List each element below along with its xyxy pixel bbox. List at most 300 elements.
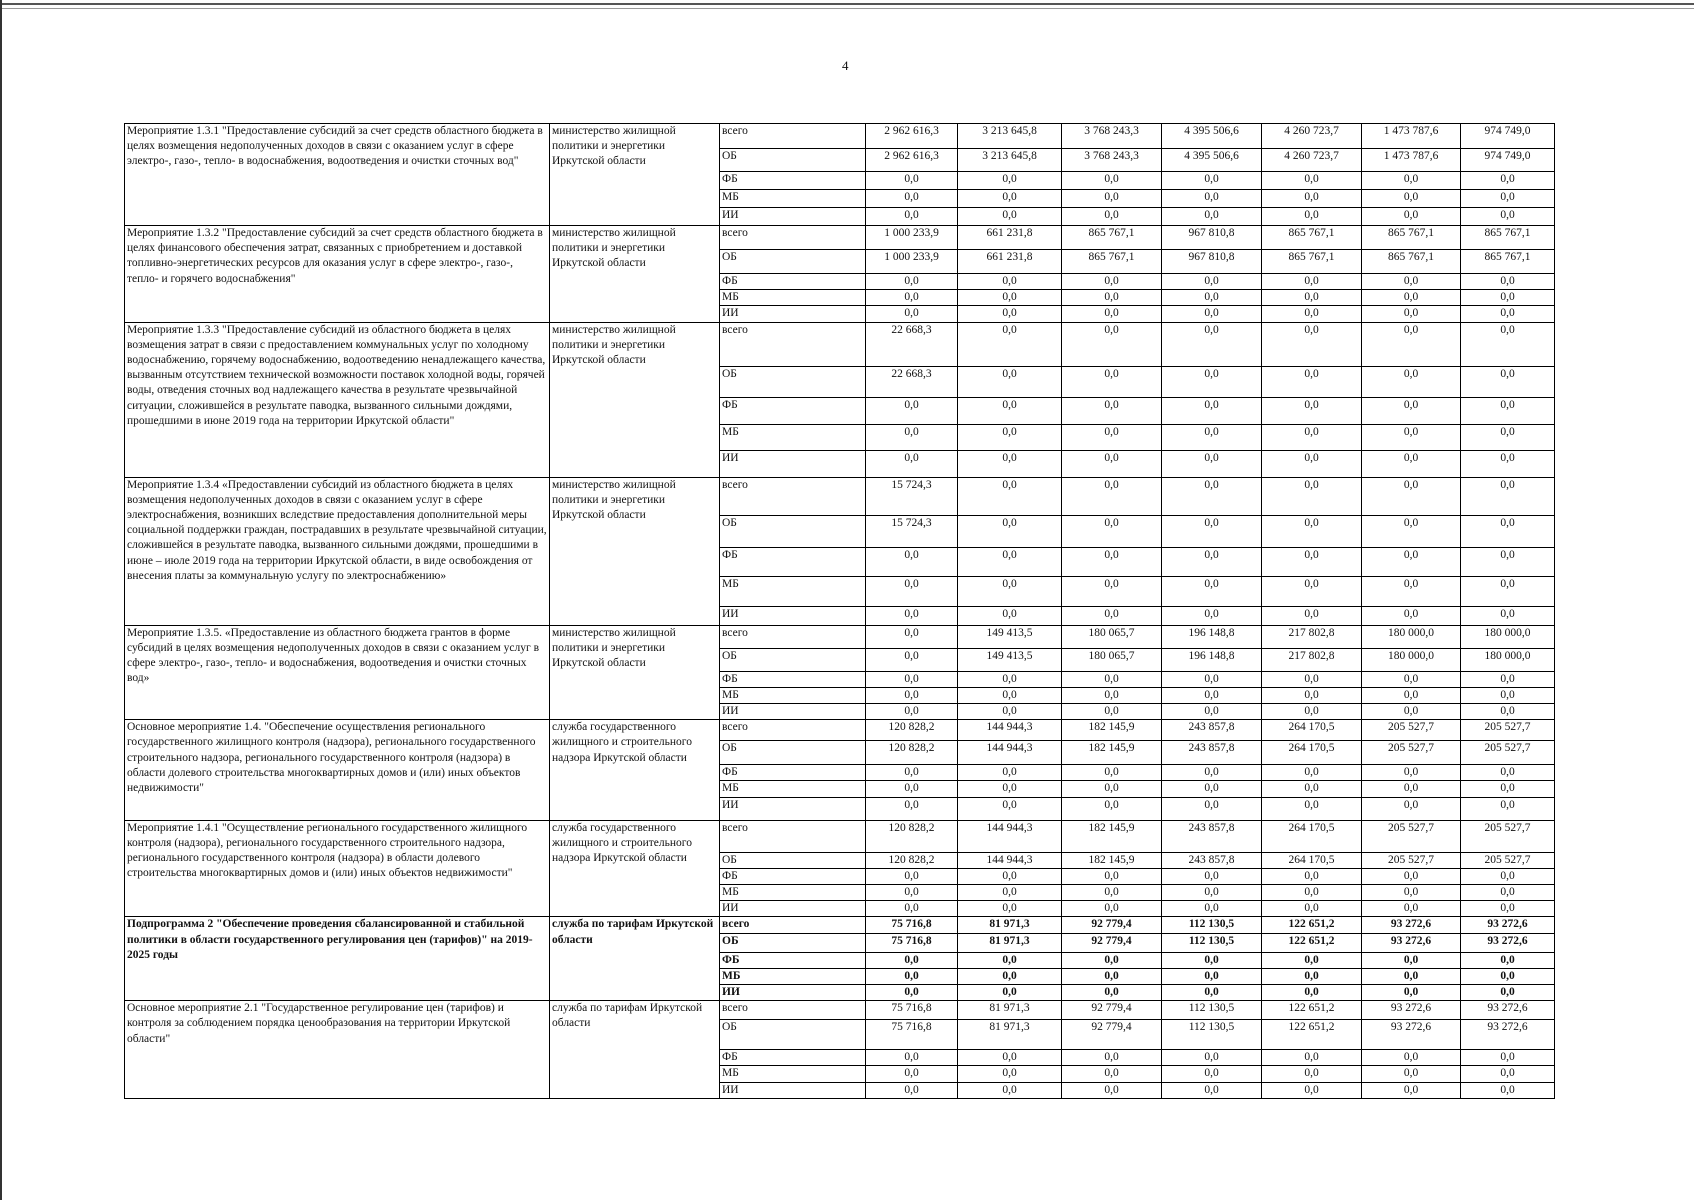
- amount-cell: 243 857,8: [1162, 741, 1262, 765]
- amount-cell: 22 668,3: [866, 366, 958, 397]
- amount-cell: 0,0: [958, 901, 1062, 917]
- amount-cell: 0,0: [1362, 190, 1461, 208]
- amount-cell: 0,0: [1162, 290, 1262, 306]
- funding-source: ИИ: [720, 901, 866, 917]
- amount-cell: 75 716,8: [866, 1020, 958, 1050]
- amount-cell: 0,0: [958, 290, 1062, 306]
- measure-description: Мероприятие 1.3.5. «Предоставление из областного бюджета грантов в форме субсидий в целях возмещения недополученных доходов в связи с оказанием услуг в сфере электро-, газо-, тепло- и водоснабжения, водоотведения и очистки сточных вод»: [125, 625, 550, 720]
- amount-cell: 2 962 616,3: [866, 149, 958, 172]
- amount-cell: 0,0: [958, 968, 1062, 984]
- amount-cell: 0,0: [866, 648, 958, 671]
- amount-cell: 0,0: [1162, 901, 1262, 917]
- amount-cell: 81 971,3: [958, 1001, 1062, 1020]
- funding-source: ФБ: [720, 952, 866, 968]
- amount-cell: 0,0: [1262, 968, 1362, 984]
- amount-cell: 0,0: [866, 1082, 958, 1098]
- amount-cell: 0,0: [1062, 781, 1162, 797]
- amount-cell: 0,0: [1162, 306, 1262, 322]
- amount-cell: 93 272,6: [1461, 1001, 1555, 1020]
- amount-cell: 0,0: [1362, 687, 1461, 703]
- amount-cell: 0,0: [1262, 952, 1362, 968]
- amount-cell: 0,0: [1162, 208, 1262, 226]
- amount-cell: 865 767,1: [1262, 226, 1362, 250]
- amount-cell: 0,0: [1461, 477, 1555, 515]
- amount-cell: 0,0: [1162, 1066, 1262, 1082]
- amount-cell: 81 971,3: [958, 1020, 1062, 1050]
- amount-cell: 4 395 506,6: [1162, 124, 1262, 149]
- amount-cell: 0,0: [1461, 274, 1555, 290]
- amount-cell: 180 065,7: [1062, 625, 1162, 648]
- amount-cell: 196 148,8: [1162, 648, 1262, 671]
- funding-source: ФБ: [720, 397, 866, 424]
- amount-cell: 0,0: [1262, 172, 1362, 190]
- amount-cell: 75 716,8: [866, 917, 958, 933]
- amount-cell: 0,0: [1062, 868, 1162, 884]
- amount-cell: 0,0: [1162, 765, 1262, 781]
- amount-cell: 0,0: [958, 424, 1062, 450]
- amount-cell: 0,0: [1262, 797, 1362, 820]
- amount-cell: 0,0: [1162, 424, 1262, 450]
- amount-cell: 120 828,2: [866, 820, 958, 852]
- amount-cell: 0,0: [1362, 208, 1461, 226]
- amount-cell: 0,0: [1461, 704, 1555, 720]
- amount-cell: 1 000 233,9: [866, 250, 958, 274]
- amount-cell: 0,0: [866, 172, 958, 190]
- amount-cell: 0,0: [1062, 687, 1162, 703]
- amount-cell: 0,0: [1162, 1050, 1262, 1066]
- amount-cell: 0,0: [866, 868, 958, 884]
- amount-cell: 182 145,9: [1062, 852, 1162, 868]
- amount-cell: 81 971,3: [958, 917, 1062, 933]
- amount-cell: 0,0: [1362, 765, 1461, 781]
- amount-cell: 0,0: [1362, 274, 1461, 290]
- amount-cell: 0,0: [1262, 606, 1362, 625]
- amount-cell: 0,0: [1262, 985, 1362, 1001]
- amount-cell: 1 000 233,9: [866, 226, 958, 250]
- table-body: [125, 124, 1555, 1099]
- amount-cell: 182 145,9: [1062, 820, 1162, 852]
- amount-cell: 0,0: [1262, 687, 1362, 703]
- amount-cell: 243 857,8: [1162, 820, 1262, 852]
- amount-cell: 0,0: [1162, 704, 1262, 720]
- amount-cell: 0,0: [1461, 968, 1555, 984]
- measure-description: Основное мероприятие 1.4. "Обеспечение осуществления регионального государственного жилищного контроля (надзора), регионального государственного строительного надзора, регионального государственного контроля (надзора) в области долевого строительства многоквартирных домов и (или) иных объектов недвижимости": [125, 720, 550, 820]
- amount-cell: 1 473 787,6: [1362, 124, 1461, 149]
- amount-cell: 0,0: [1362, 290, 1461, 306]
- amount-cell: 0,0: [1461, 450, 1555, 477]
- amount-cell: 0,0: [1162, 671, 1262, 687]
- amount-cell: 0,0: [1262, 450, 1362, 477]
- amount-cell: 0,0: [1461, 515, 1555, 547]
- amount-cell: 205 527,7: [1362, 741, 1461, 765]
- amount-cell: 0,0: [958, 576, 1062, 606]
- amount-cell: 243 857,8: [1162, 720, 1262, 741]
- amount-cell: 3 768 243,3: [1062, 149, 1162, 172]
- funding-source: всего: [720, 917, 866, 933]
- amount-cell: 0,0: [866, 704, 958, 720]
- amount-cell: 180 065,7: [1062, 648, 1162, 671]
- amount-cell: 0,0: [1262, 901, 1362, 917]
- amount-cell: 0,0: [958, 172, 1062, 190]
- amount-cell: 0,0: [958, 985, 1062, 1001]
- amount-cell: 0,0: [866, 765, 958, 781]
- amount-cell: 0,0: [1062, 901, 1162, 917]
- amount-cell: 112 130,5: [1162, 933, 1262, 952]
- amount-cell: 0,0: [866, 952, 958, 968]
- amount-cell: 0,0: [1262, 322, 1362, 366]
- page-number: 4: [842, 58, 849, 73]
- amount-cell: 264 170,5: [1262, 820, 1362, 852]
- amount-cell: 0,0: [1262, 671, 1362, 687]
- amount-cell: 0,0: [958, 868, 1062, 884]
- measure-description: Основное мероприятие 2.1 "Государственное регулирование цен (тарифов) и контроля за соблюдением порядка ценообразования на территории Иркутской области": [125, 1001, 550, 1099]
- amount-cell: 0,0: [1062, 671, 1162, 687]
- amount-cell: 0,0: [1461, 797, 1555, 820]
- amount-cell: 0,0: [866, 306, 958, 322]
- amount-cell: 0,0: [1362, 306, 1461, 322]
- funding-source: всего: [720, 625, 866, 648]
- amount-cell: 0,0: [1362, 606, 1461, 625]
- responsible-executor: служба по тарифам Иркутской области: [550, 1001, 720, 1099]
- funding-source: всего: [720, 322, 866, 366]
- amount-cell: 0,0: [1262, 1050, 1362, 1066]
- amount-cell: 0,0: [1262, 290, 1362, 306]
- measure-description: Мероприятие 1.4.1 "Осуществление регионального государственного жилищного контроля (надзора), регионального государственного строительного надзора, регионального государственного контроля (надзора) в области долевого строительства многоквартирных домов и (или) иных объектов недвижимости": [125, 820, 550, 917]
- funding-source: всего: [720, 124, 866, 149]
- responsible-executor: служба государственного жилищного и строительного надзора Иркутской области: [550, 720, 720, 820]
- amount-cell: 0,0: [866, 625, 958, 648]
- measure-description: Мероприятие 1.3.2 "Предоставление субсидий за счет средств областного бюджета в целях финансового обеспечения затрат, связанных с приобретением и доставкой топливно-энергетических ресурсов для оказания услуг в сфере электро-, газо-, тепло- и горячего водоснабжения": [125, 226, 550, 323]
- amount-cell: 0,0: [1362, 781, 1461, 797]
- amount-cell: 2 962 616,3: [866, 124, 958, 149]
- amount-cell: 0,0: [1262, 868, 1362, 884]
- amount-cell: 0,0: [1461, 781, 1555, 797]
- amount-cell: 0,0: [958, 208, 1062, 226]
- amount-cell: 264 170,5: [1262, 852, 1362, 868]
- funding-source: МБ: [720, 968, 866, 984]
- responsible-executor: министерство жилищной политики и энергетики Иркутской области: [550, 625, 720, 720]
- amount-cell: 0,0: [1062, 547, 1162, 576]
- amount-cell: 93 272,6: [1362, 917, 1461, 933]
- amount-cell: 93 272,6: [1461, 1020, 1555, 1050]
- amount-cell: 243 857,8: [1162, 852, 1262, 868]
- amount-cell: 0,0: [958, 797, 1062, 820]
- amount-cell: 205 527,7: [1461, 820, 1555, 852]
- amount-cell: 0,0: [1162, 985, 1262, 1001]
- funding-source: ОБ: [720, 852, 866, 868]
- amount-cell: 0,0: [1262, 274, 1362, 290]
- amount-cell: 0,0: [1162, 274, 1262, 290]
- amount-cell: 0,0: [958, 274, 1062, 290]
- amount-cell: 0,0: [1062, 952, 1162, 968]
- amount-cell: 112 130,5: [1162, 1020, 1262, 1050]
- funding-source: ФБ: [720, 671, 866, 687]
- amount-cell: 0,0: [958, 515, 1062, 547]
- amount-cell: 0,0: [1162, 781, 1262, 797]
- amount-cell: 0,0: [1461, 576, 1555, 606]
- amount-cell: 0,0: [1461, 671, 1555, 687]
- amount-cell: 0,0: [958, 885, 1062, 901]
- funding-source: ОБ: [720, 515, 866, 547]
- amount-cell: 0,0: [866, 1066, 958, 1082]
- amount-cell: 112 130,5: [1162, 1001, 1262, 1020]
- funding-source: ОБ: [720, 250, 866, 274]
- amount-cell: 0,0: [1162, 687, 1262, 703]
- amount-cell: 149 413,5: [958, 625, 1062, 648]
- amount-cell: 93 272,6: [1362, 1001, 1461, 1020]
- amount-cell: 1 473 787,6: [1362, 149, 1461, 172]
- amount-cell: 0,0: [1262, 366, 1362, 397]
- funding-source: ИИ: [720, 1082, 866, 1098]
- amount-cell: 0,0: [1162, 397, 1262, 424]
- amount-cell: 144 944,3: [958, 852, 1062, 868]
- amount-cell: 205 527,7: [1362, 720, 1461, 741]
- amount-cell: 865 767,1: [1461, 250, 1555, 274]
- amount-cell: 0,0: [958, 1082, 1062, 1098]
- amount-cell: 967 810,8: [1162, 250, 1262, 274]
- amount-cell: 0,0: [1262, 1082, 1362, 1098]
- responsible-executor: служба по тарифам Иркутской области: [550, 917, 720, 1001]
- amount-cell: 0,0: [1362, 1082, 1461, 1098]
- amount-cell: 3 213 645,8: [958, 149, 1062, 172]
- amount-cell: 0,0: [866, 190, 958, 208]
- amount-cell: 0,0: [1062, 450, 1162, 477]
- amount-cell: 0,0: [1262, 885, 1362, 901]
- amount-cell: 0,0: [1362, 968, 1461, 984]
- amount-cell: 205 527,7: [1461, 741, 1555, 765]
- amount-cell: 0,0: [1062, 515, 1162, 547]
- amount-cell: 0,0: [1062, 1066, 1162, 1082]
- amount-cell: 0,0: [866, 901, 958, 917]
- amount-cell: 122 651,2: [1262, 917, 1362, 933]
- amount-cell: 0,0: [1362, 885, 1461, 901]
- amount-cell: 0,0: [1162, 576, 1262, 606]
- table-row: [125, 226, 1555, 250]
- funding-source: ФБ: [720, 868, 866, 884]
- amount-cell: 974 749,0: [1461, 149, 1555, 172]
- amount-cell: 92 779,4: [1062, 1001, 1162, 1020]
- amount-cell: 0,0: [1162, 868, 1262, 884]
- amount-cell: 0,0: [866, 397, 958, 424]
- amount-cell: 0,0: [1461, 366, 1555, 397]
- responsible-executor: служба государственного жилищного и строительного надзора Иркутской области: [550, 820, 720, 917]
- amount-cell: 120 828,2: [866, 852, 958, 868]
- table-row: [125, 1001, 1555, 1020]
- amount-cell: 144 944,3: [958, 741, 1062, 765]
- amount-cell: 0,0: [1461, 868, 1555, 884]
- amount-cell: 0,0: [1461, 397, 1555, 424]
- amount-cell: 180 000,0: [1461, 625, 1555, 648]
- amount-cell: 205 527,7: [1362, 852, 1461, 868]
- amount-cell: 0,0: [1362, 172, 1461, 190]
- amount-cell: 0,0: [866, 290, 958, 306]
- amount-cell: 0,0: [1062, 704, 1162, 720]
- amount-cell: 180 000,0: [1461, 648, 1555, 671]
- responsible-executor: министерство жилищной политики и энергетики Иркутской области: [550, 226, 720, 323]
- amount-cell: 120 828,2: [866, 720, 958, 741]
- amount-cell: 865 767,1: [1262, 250, 1362, 274]
- funding-source: ИИ: [720, 797, 866, 820]
- amount-cell: 205 527,7: [1362, 820, 1461, 852]
- amount-cell: 120 828,2: [866, 741, 958, 765]
- scan-edge-left: [0, 0, 2, 1200]
- amount-cell: 0,0: [1461, 901, 1555, 917]
- funding-source: ФБ: [720, 172, 866, 190]
- amount-cell: 0,0: [1262, 547, 1362, 576]
- funding-source: МБ: [720, 190, 866, 208]
- amount-cell: 0,0: [1362, 797, 1461, 820]
- amount-cell: 0,0: [1461, 322, 1555, 366]
- amount-cell: 0,0: [958, 190, 1062, 208]
- amount-cell: 0,0: [1262, 397, 1362, 424]
- amount-cell: 93 272,6: [1461, 933, 1555, 952]
- funding-source: ОБ: [720, 366, 866, 397]
- table-row: [125, 917, 1555, 933]
- amount-cell: 0,0: [866, 885, 958, 901]
- table-row: [125, 124, 1555, 149]
- amount-cell: 0,0: [1362, 515, 1461, 547]
- amount-cell: 0,0: [1262, 576, 1362, 606]
- amount-cell: 0,0: [1362, 424, 1461, 450]
- funding-source: ФБ: [720, 765, 866, 781]
- amount-cell: 205 527,7: [1461, 852, 1555, 868]
- amount-cell: 0,0: [866, 687, 958, 703]
- amount-cell: 0,0: [958, 366, 1062, 397]
- amount-cell: 0,0: [1362, 547, 1461, 576]
- amount-cell: 122 651,2: [1262, 933, 1362, 952]
- amount-cell: 0,0: [1362, 671, 1461, 687]
- amount-cell: 0,0: [1262, 424, 1362, 450]
- funding-source: ИИ: [720, 306, 866, 322]
- funding-source: всего: [720, 226, 866, 250]
- amount-cell: 0,0: [866, 424, 958, 450]
- funding-source: ФБ: [720, 1050, 866, 1066]
- amount-cell: 81 971,3: [958, 933, 1062, 952]
- amount-cell: 0,0: [1162, 322, 1262, 366]
- amount-cell: 0,0: [1461, 306, 1555, 322]
- amount-cell: 0,0: [1162, 968, 1262, 984]
- amount-cell: 0,0: [1262, 477, 1362, 515]
- amount-cell: 0,0: [866, 1050, 958, 1066]
- funding-source: ОБ: [720, 933, 866, 952]
- amount-cell: 264 170,5: [1262, 741, 1362, 765]
- amount-cell: 0,0: [1362, 366, 1461, 397]
- amount-cell: 0,0: [1062, 290, 1162, 306]
- amount-cell: 0,0: [1362, 704, 1461, 720]
- amount-cell: 0,0: [1461, 424, 1555, 450]
- amount-cell: 0,0: [1461, 765, 1555, 781]
- amount-cell: 0,0: [1062, 274, 1162, 290]
- amount-cell: 0,0: [1461, 1066, 1555, 1082]
- amount-cell: 0,0: [1162, 1082, 1262, 1098]
- amount-cell: 217 802,8: [1262, 648, 1362, 671]
- table-row: [125, 625, 1555, 648]
- amount-cell: 0,0: [1362, 1066, 1461, 1082]
- amount-cell: 122 651,2: [1262, 1001, 1362, 1020]
- amount-cell: 180 000,0: [1362, 648, 1461, 671]
- funding-source: МБ: [720, 290, 866, 306]
- amount-cell: 0,0: [958, 952, 1062, 968]
- amount-cell: 0,0: [1262, 765, 1362, 781]
- amount-cell: 0,0: [958, 306, 1062, 322]
- amount-cell: 93 272,6: [1461, 917, 1555, 933]
- amount-cell: 0,0: [958, 687, 1062, 703]
- amount-cell: 0,0: [1162, 885, 1262, 901]
- responsible-executor: министерство жилищной политики и энергетики Иркутской области: [550, 322, 720, 477]
- funding-source: МБ: [720, 576, 866, 606]
- amount-cell: 0,0: [1062, 424, 1162, 450]
- budget-table: [124, 123, 1555, 1099]
- amount-cell: 0,0: [1262, 781, 1362, 797]
- amount-cell: 865 767,1: [1362, 250, 1461, 274]
- scan-edge-top-secondary: [0, 8, 1694, 9]
- amount-cell: 0,0: [1362, 477, 1461, 515]
- amount-cell: 661 231,8: [958, 250, 1062, 274]
- amount-cell: 0,0: [1362, 450, 1461, 477]
- amount-cell: 0,0: [1062, 172, 1162, 190]
- amount-cell: 0,0: [1162, 797, 1262, 820]
- amount-cell: 0,0: [1162, 190, 1262, 208]
- funding-source: ОБ: [720, 1020, 866, 1050]
- amount-cell: 0,0: [1062, 765, 1162, 781]
- funding-source: МБ: [720, 1066, 866, 1082]
- amount-cell: 0,0: [1162, 606, 1262, 625]
- amount-cell: 0,0: [1362, 322, 1461, 366]
- funding-source: МБ: [720, 424, 866, 450]
- amount-cell: 0,0: [958, 547, 1062, 576]
- amount-cell: 0,0: [1262, 1066, 1362, 1082]
- amount-cell: 0,0: [1062, 885, 1162, 901]
- amount-cell: 0,0: [1062, 477, 1162, 515]
- amount-cell: 217 802,8: [1262, 625, 1362, 648]
- amount-cell: 182 145,9: [1062, 741, 1162, 765]
- amount-cell: 0,0: [958, 322, 1062, 366]
- funding-source: ФБ: [720, 547, 866, 576]
- amount-cell: 0,0: [1062, 968, 1162, 984]
- measure-description: Мероприятие 1.3.1 "Предоставление субсидий за счет средств областного бюджета в целях возмещения недополученных доходов в связи с оказанием услуг в сфере электро-, газо-, тепло- в водоснабжения, водоотведения и очистки сточных вод": [125, 124, 550, 226]
- amount-cell: 865 767,1: [1062, 250, 1162, 274]
- amount-cell: 0,0: [1262, 515, 1362, 547]
- amount-cell: 661 231,8: [958, 226, 1062, 250]
- amount-cell: 0,0: [1062, 306, 1162, 322]
- amount-cell: 0,0: [958, 765, 1062, 781]
- funding-source: всего: [720, 477, 866, 515]
- amount-cell: 0,0: [1262, 306, 1362, 322]
- amount-cell: 0,0: [1461, 885, 1555, 901]
- amount-cell: 0,0: [958, 1066, 1062, 1082]
- funding-source: ИИ: [720, 606, 866, 625]
- funding-source: ОБ: [720, 149, 866, 172]
- amount-cell: 0,0: [1461, 687, 1555, 703]
- amount-cell: 22 668,3: [866, 322, 958, 366]
- amount-cell: 0,0: [1162, 515, 1262, 547]
- amount-cell: 0,0: [1461, 190, 1555, 208]
- amount-cell: 0,0: [866, 781, 958, 797]
- amount-cell: 92 779,4: [1062, 917, 1162, 933]
- funding-source: МБ: [720, 781, 866, 797]
- funding-source: всего: [720, 1001, 866, 1020]
- amount-cell: 865 767,1: [1362, 226, 1461, 250]
- amount-cell: 0,0: [1461, 952, 1555, 968]
- amount-cell: 15 724,3: [866, 515, 958, 547]
- amount-cell: 0,0: [1362, 576, 1461, 606]
- amount-cell: 0,0: [1162, 547, 1262, 576]
- amount-cell: 0,0: [1162, 450, 1262, 477]
- responsible-executor: министерство жилищной политики и энергетики Иркутской области: [550, 124, 720, 226]
- amount-cell: 92 779,4: [1062, 1020, 1162, 1050]
- amount-cell: 0,0: [866, 671, 958, 687]
- amount-cell: 149 413,5: [958, 648, 1062, 671]
